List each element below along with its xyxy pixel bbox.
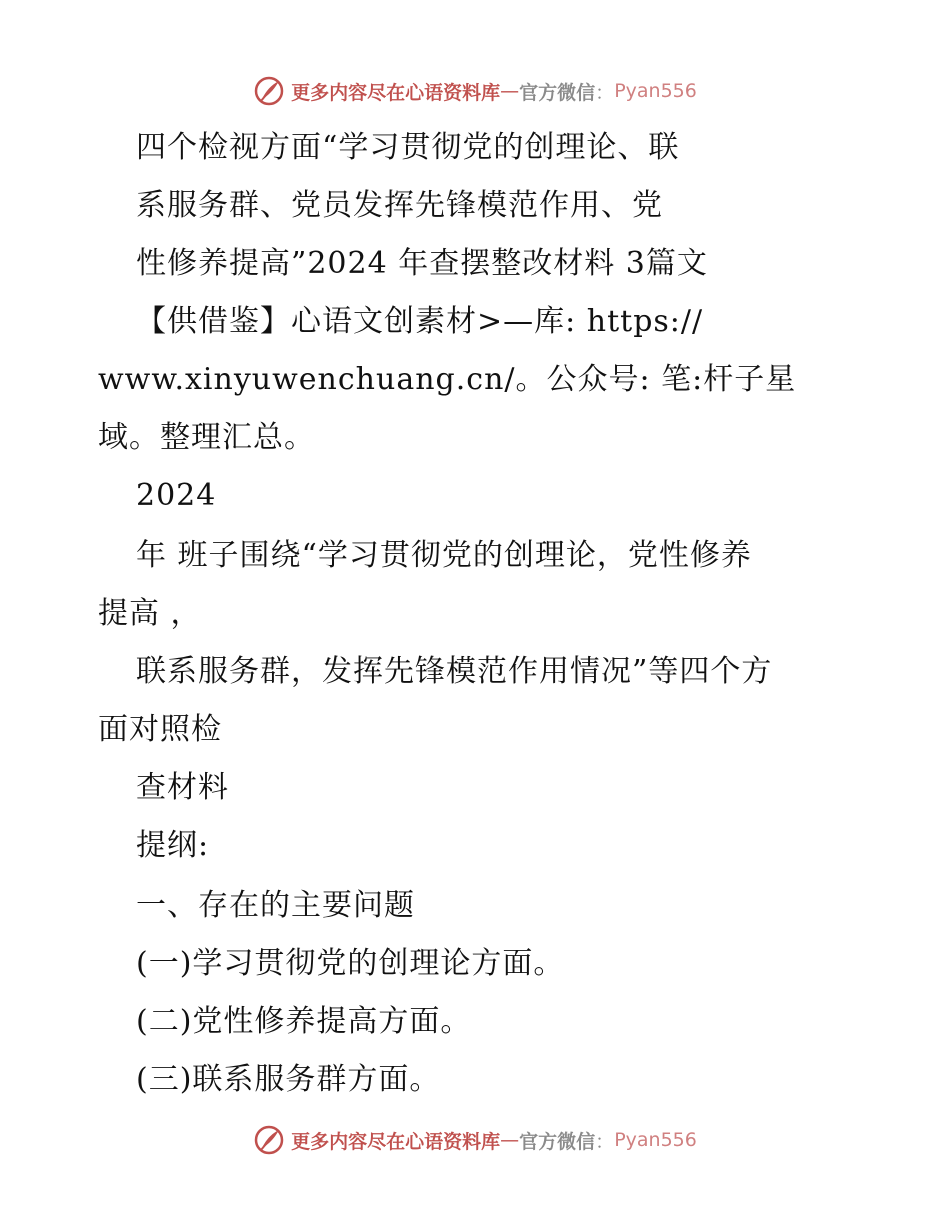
source-line-3: 域。整理汇总。 [98,420,315,455]
banner-account: Pyan556 [614,80,697,102]
banner-dash: — [500,1129,520,1151]
title-line-3: 性修养提高”2024 年查摆整改材料 3篇文 [136,246,708,281]
body-line-1: 年 班子围绕“学习贯彻党的创理论，党性修养 [136,538,752,573]
banner-colon: ： [595,81,615,104]
feather-pen-logo-icon [253,1124,285,1156]
source-line-1: 【供借鉴】心语文创素材>—库: https:// [136,304,704,339]
banner-lead-text: 更多内容尽在心语资料库 [291,1130,501,1153]
banner-lead-text: 更多内容尽在心语资料库 [291,81,501,104]
footer-banner [0,1120,950,1160]
banner-dash: — [500,80,520,102]
body-line-5: 查材料 [136,770,229,805]
body-line-3: 联系服务群，发挥先锋模范作用情况”等四个方 [136,654,773,689]
body-line-2: 提高 ， [98,596,202,631]
title-line-1: 四个检视方面“学习贯彻党的创理论、联 [136,130,680,165]
banner-account: Pyan556 [614,1129,697,1151]
title-line-2: 系服务群、党员发挥先锋模范作用、党 [136,188,663,223]
banner-wechat-label: 官方微信 [519,1130,596,1153]
header-banner [0,71,950,111]
body-year-line: 2024 [136,478,217,513]
banner-colon: ： [595,1130,615,1153]
subsection-1: (一)学习贯彻党的创理论方面。 [136,946,565,981]
banner-wechat-label: 官方微信 [519,81,596,104]
section-heading-1: 一、存在的主要问题 [136,888,415,923]
feather-pen-logo-icon [253,75,285,107]
subsection-3: (三)联系服务群方面。 [136,1062,441,1097]
body-line-4: 面对照检 [98,712,222,747]
source-line-2: www.xinyuwenchuang.cn/。公众号: 笔:杆子星 [98,362,797,397]
subsection-2: (二)党性修养提高方面。 [136,1004,472,1039]
outline-heading: 提纲: [136,828,210,863]
